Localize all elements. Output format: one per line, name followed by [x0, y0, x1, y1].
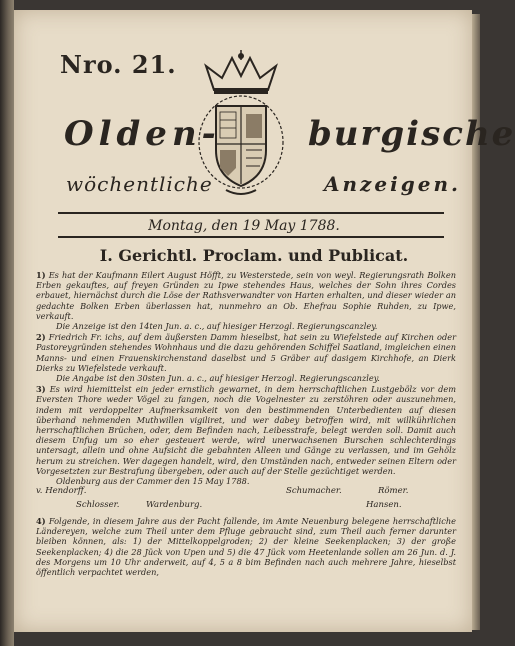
signature: Wardenburg.: [146, 500, 203, 510]
notice-4: [36, 516, 456, 578]
notice: 2) Friedrich Fr. ichs, auf dem äußersten Damm hieselbst, hat sein zu Wiefelstede auf Kirchen oder Pastoreygründen stehendes Wohnhaus und die dazu gehörenden Schiffel Saatland, imgleichen einen Manns- und einen Frauenskirchenstand daselbst und 5 Gräber auf dasigem Kirchhofe, an Dierk Dierks zu Wiefelstede verkauft. Die Angabe ist den 30sten Jun. a. c., auf hiesiger Herzogl. Regierungscanzley.: [36, 332, 456, 384]
notice: 3) Es wird hiemittelst ein jeder ernstlich gewarnet, in dem herrschaftlichen Lustgebölz vor dem Eversten Thore weder Vögel zu fangen, noch die Vogelnester zu zerstöhren oder auszunehmen, indem mit verdoppelter Aufmerksamkeit von den bestimmenden Unterbedienten auf diesen überhand nehmenden Muthwillen vigiliret, und wer dabey betroffen wird, mit willkührlichen herrschaftlichen Brüchen, oder, dem Befinden nach, Leibesstrafe, belegt werden soll. Damit auch diesem Unfug um so eher gesteuert werde, wird unerwachsenen Burschen schlechterdings untersagt, allein und ohne Aufsicht die gebahnten Alleen und Gänge zu verlassen, und im Gehölz herum zu streichen. Wer dagegen handelt, wird, den Umständen nach, entweder seinen Eltern oder Vorgesetzten zur Bestrafung übergeben, oder auch auf der Stelle gezüchtiget werden. Oldenburg aus der Cammer den 15 May 1788.: [36, 384, 456, 487]
signature-row: [36, 500, 456, 511]
signature: Schumacher.: [286, 486, 342, 496]
signature-row: [36, 486, 456, 497]
section-heading: I. Gerichtl. Proclam. und Publicat.: [99, 246, 409, 265]
subtitle-left: wöchentliche: [66, 172, 213, 196]
masthead-left: Olden-: [64, 114, 221, 154]
page-edge: [472, 14, 480, 630]
subtitle-right: Anzeigen.: [324, 172, 461, 196]
signature: Hansen.: [366, 500, 402, 510]
signature: Römer.: [378, 486, 409, 496]
book-binding: [0, 0, 14, 646]
signature: v. Hendorff.: [36, 486, 87, 496]
date-line: Montag, den 19 May 1788.: [148, 218, 340, 234]
issue-number: Nro. 21.: [60, 50, 177, 79]
notice: 4) Folgende, in diesem Jahre aus der Pacht fallende, im Amte Neuenburg belegene herrschaftliche Ländereyen, welche zum Theil unter dem Pfluge gebraucht sind, zum Theil auch ferner darunter bleiben können, als: 1) der Mittelkoppelgroden; 2) der kleine Seekenplacken; 3) der große Seekenplacken; 4) die 28 Jück von Upen und 5) die 47 Jück vom Heetenlande sollen am 26 Jun. d. J. des Morgens um 10 Uhr anderweit, auf 4, 5 a 8 bim Befinden nach auch mehrere Jahre, hieselbst öffentlich verpachtet werden,: [36, 516, 456, 578]
notice: 1) Es hat der Kaufmann Eilert August Höfft, zu Westerstede, sein von weyl. Regierungsrath Bolken Erben gekauftes, auf freyen Gründen zu Ipwe stehendes Haus, welches der Sohn ihres Cordes erbauet, hiernächst durch die Löse der Rathsverwandter von Harten erhalten, und dieser wieder an gedachte Bolken Erben überlassen hat, nunmehro an Ob. Ehefrau Sophie Ruhden, zu Ipwe, verkauft. Die Anzeige ist den 14ten Jun. a. c., auf hiesiger Herzogl. Regierungscanzley.: [36, 270, 456, 332]
newspaper-page: [14, 10, 515, 632]
top-rule: [58, 212, 444, 214]
notices-body: [36, 270, 456, 487]
masthead-right: burgische: [308, 114, 515, 154]
bottom-rule: [58, 236, 444, 238]
signature: Schlosser.: [76, 500, 120, 510]
